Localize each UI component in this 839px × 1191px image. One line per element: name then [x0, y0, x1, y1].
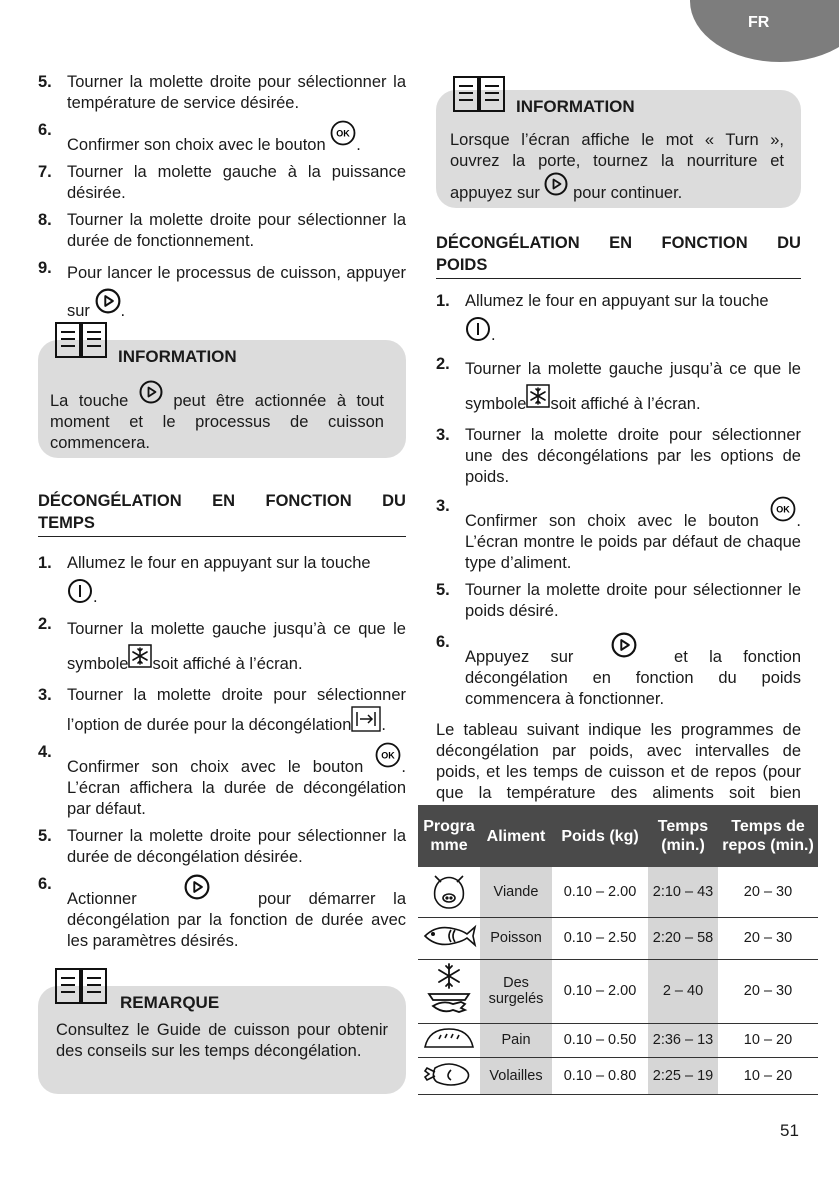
- book-icon: [452, 74, 506, 114]
- bread-icon: [421, 1025, 477, 1051]
- information-text: La touche peut être actionnée à tout moment et le processus de cuisson commencera.: [50, 380, 384, 454]
- pig-icon: [427, 870, 471, 910]
- remark-box: [38, 986, 406, 1094]
- section-title: DÉCONGÉLATION EN FONCTION DU TEMPS: [38, 490, 406, 537]
- list-item: 5. Tourner la molette droite pour sélectionner la température de service désirée.: [38, 73, 406, 112]
- left-column: [38, 72, 406, 1094]
- remark-title: REMARQUE: [120, 993, 220, 1012]
- list-item: 1. Allumez le four en appuyant sur la touche .: [436, 292, 769, 344]
- table-header-row: Progra mme Aliment Poids (kg) Temps (min.) Temps de repos (min.): [418, 805, 818, 867]
- list-item: 6. Confirmer son choix avec le bouton .: [38, 121, 361, 154]
- book-icon: [54, 320, 108, 360]
- play-icon: [184, 874, 210, 900]
- list-item: 3. Tourner la molette droite pour sélectionner l’option de durée pour la décongélation .: [38, 686, 406, 734]
- information-box: [436, 90, 801, 208]
- table-row: Poisson 0.10 – 2.50 2:20 – 58 20 – 30: [418, 917, 818, 959]
- table-row: Volailles 0.10 – 0.80 2:25 – 19 10 – 20: [418, 1057, 818, 1094]
- table-intro-paragraph: Le tableau suivant indique les programmes de décongélation par poids, avec intervalles de poids, et les temps de cuisson et de repos (pour que la température des aliments soit bien: [436, 721, 801, 802]
- play-icon: [139, 380, 163, 404]
- play-icon: [544, 172, 568, 196]
- power-icon: [67, 578, 93, 604]
- table-row: Des surgelés 0.10 – 2.00 2 – 40 20 – 30: [418, 959, 818, 1023]
- list-item: 3. Tourner la molette droite pour sélectionner une des décongélations par les options de poids.: [436, 426, 801, 486]
- snowflake-icon: [128, 644, 152, 668]
- list-item: 5. Tourner la molette droite pour sélectionner le poids désiré.: [436, 581, 801, 620]
- list-item: 2. Tourner la molette gauche jusqu’à ce que le symbole soit affiché à l’écran.: [38, 615, 406, 673]
- book-icon: [54, 966, 108, 1006]
- ok-icon: [770, 496, 796, 522]
- information-box: [38, 340, 406, 458]
- list-item: 2. Tourner la molette gauche jusqu’à ce que le symbole soit affiché à l’écran.: [436, 355, 801, 413]
- list-item: 3. Confirmer son choix avec le bouton . L’écran montre le poids par défaut de chaque type d’aliment.: [436, 497, 801, 572]
- right-column: [436, 72, 801, 825]
- power-icon: [465, 316, 491, 342]
- ok-icon: [375, 742, 401, 768]
- poultry-icon: [421, 1058, 477, 1090]
- ok-icon: [330, 120, 356, 146]
- list-item: 8. Tourner la molette droite pour sélectionner la durée de fonctionnement.: [38, 211, 406, 250]
- information-text: Lorsque l’écran affiche le mot « Turn », ouvrez la porte, tournez la nourriture et appuyez sur pour continuer.: [450, 131, 784, 202]
- snowflake-icon: [526, 384, 550, 408]
- play-icon: [611, 632, 637, 658]
- play-icon: [95, 288, 121, 314]
- remark-text: Consultez le Guide de cuisson pour obtenir des conseils sur les temps décongélation.: [56, 1021, 388, 1060]
- timer-icon: [351, 706, 381, 732]
- information-title: INFORMATION: [516, 97, 635, 116]
- defrost-weight-table: [418, 805, 818, 1095]
- list-item: 6. Appuyez sur et la fonction décongélation en fonction du poids commencera à fonctionner.: [436, 633, 802, 708]
- list-item: 7. Tourner la molette gauche à la puissance désirée.: [38, 163, 406, 202]
- list-item: 5. Tourner la molette droite pour sélectionner la durée de décongélation désirée.: [38, 827, 406, 866]
- frozen-icon: [423, 960, 475, 1018]
- table-row: Viande 0.10 – 2.00 2:10 – 43 20 – 30: [418, 867, 818, 917]
- page-number: 51: [780, 1121, 799, 1140]
- list-item: 6. Actionner pour démarrer la décongélation par la fonction de durée avec les paramètres désirés.: [38, 875, 406, 950]
- list-item: 9. Pour lancer le processus de cuisson, appuyer sur .: [38, 259, 406, 320]
- section-title: DÉCONGÉLATION EN FONCTION DU POIDS: [436, 232, 801, 279]
- list-item: 4. Confirmer son choix avec le bouton . L’écran affichera la durée de décongélation par défaut.: [38, 743, 406, 818]
- table-row: Pain 0.10 – 0.50 2:36 – 13 10 – 20: [418, 1023, 818, 1057]
- language-label: FR: [748, 14, 770, 31]
- list-item: 1. Allumez le four en appuyant sur la touche .: [38, 554, 371, 606]
- information-title: INFORMATION: [118, 347, 237, 366]
- fish-icon: [421, 921, 477, 951]
